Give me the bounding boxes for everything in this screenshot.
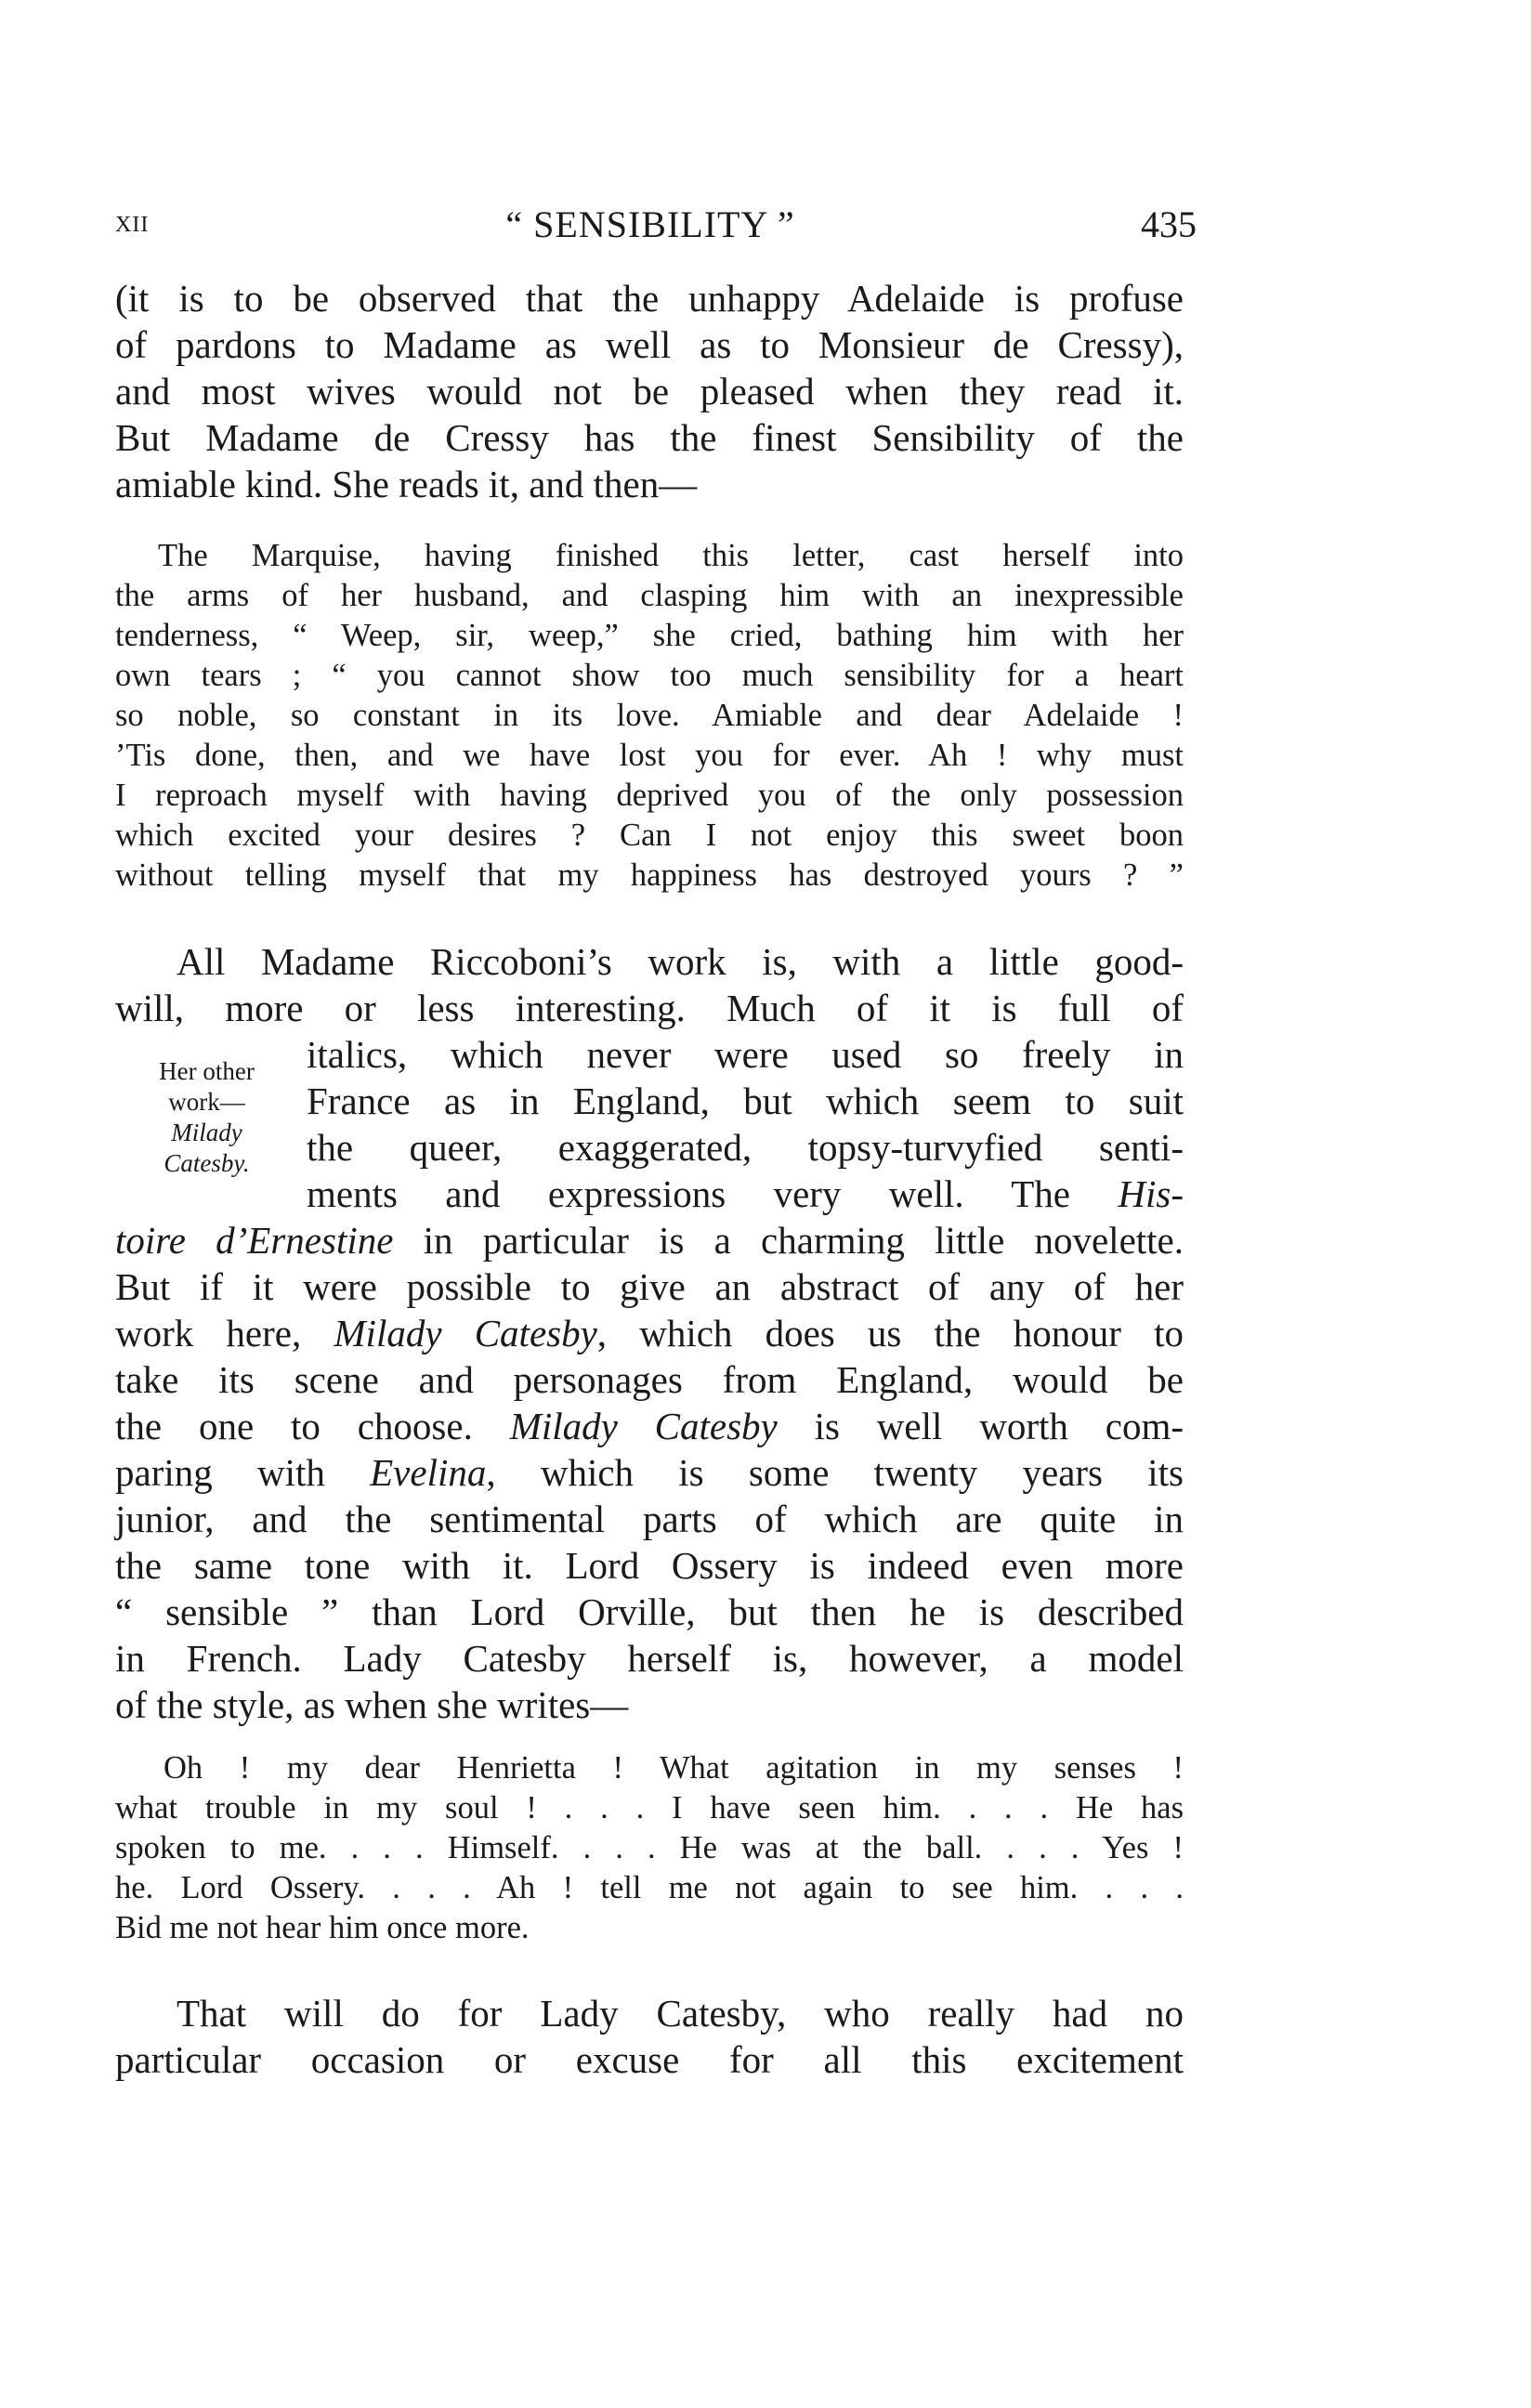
- text-span: he. Lord Ossery. . . . Ah ! tell me not again to see him. . . .: [115, 1870, 1184, 1905]
- text-span: Oh ! my dear Henrietta ! What agitation in my senses !: [164, 1750, 1184, 1786]
- text-line: [115, 1828, 1184, 1868]
- text-line: [115, 414, 1184, 461]
- text-line: [115, 1682, 1184, 1728]
- paragraph: [115, 1990, 1184, 2083]
- text-line: [115, 1635, 1184, 1682]
- text-line: [115, 461, 1184, 507]
- text-span: take its scene and personages from England, would be: [115, 1358, 1184, 1401]
- text-span: Bid me not hear him once more.: [115, 1910, 530, 1945]
- text-span: italics, which never were used so freely in: [307, 1033, 1184, 1076]
- text-span: , which is some twenty years its: [486, 1451, 1184, 1494]
- margin-note: [130, 1056, 283, 1179]
- block-quote: [115, 1748, 1184, 1948]
- text-span: (it is to be observed that the unhappy Adelaide is profuse: [115, 277, 1184, 320]
- text-span: work here,: [115, 1312, 334, 1354]
- text-span: tenderness, “ Weep, sir, weep,” she cried, bathing him with her: [115, 618, 1184, 653]
- text-line: [115, 2036, 1184, 2083]
- text-line: [177, 1990, 1184, 2036]
- margin-note-line: Milady: [171, 1119, 242, 1146]
- text-line: [115, 1449, 1184, 1496]
- text-line: [158, 536, 1184, 576]
- text-line: [115, 856, 1184, 896]
- text-line: [307, 1124, 1184, 1171]
- text-span: particular occasion or excuse for all this excitement: [115, 2038, 1184, 2081]
- italic-text: His-: [1118, 1172, 1184, 1215]
- text-span: in French. Lady Catesby herself is, however, a model: [115, 1637, 1184, 1680]
- text-span: The Marquise, having finished this letter, cast herself into: [158, 538, 1184, 573]
- text-line: [164, 1748, 1184, 1788]
- text-line: [177, 938, 1184, 985]
- text-span: , which does us the honour to: [596, 1312, 1184, 1354]
- text-line: [115, 275, 1184, 321]
- text-span: is well worth com-: [777, 1405, 1184, 1447]
- text-span: the arms of her husband, and clasping him with an inexpressible: [115, 578, 1184, 613]
- text-line: [115, 776, 1184, 816]
- text-span: the queer, exaggerated, topsy-turvyfied senti-: [307, 1126, 1184, 1169]
- text-line: [115, 1403, 1184, 1449]
- text-span: the one to choose.: [115, 1405, 510, 1447]
- text-span: and most wives would not be pleased when they read it.: [115, 370, 1184, 412]
- text-span: That will do for Lady Catesby, who really had no: [177, 1992, 1184, 2035]
- text-span: ’Tis done, then, and we have lost you for ever. Ah ! why must: [115, 738, 1184, 773]
- text-span: ments and expressions very well. The: [307, 1172, 1119, 1215]
- text-line: [115, 1788, 1184, 1828]
- text-line: [115, 321, 1184, 368]
- text-line: [115, 1868, 1184, 1908]
- text-line: [115, 656, 1184, 696]
- text-span: in particular is a charming little novelette.: [393, 1219, 1184, 1262]
- text-line: [115, 816, 1184, 856]
- chapter-number: XII: [115, 213, 150, 237]
- italic-text: Milady Catesby: [509, 1405, 778, 1447]
- text-span: the same tone with it. Lord Ossery is indeed even more: [115, 1544, 1184, 1587]
- text-line: [307, 1171, 1184, 1217]
- running-title: “ SENSIBILITY ”: [505, 203, 795, 245]
- text-span: paring with: [115, 1451, 371, 1494]
- text-span: of pardons to Madame as well as to Monsieur de Cressy),: [115, 323, 1184, 366]
- text-span: so noble, so constant in its love. Amiable and dear Adelaide !: [115, 698, 1184, 733]
- text-span: will, more or less interesting. Much of it is full of: [115, 987, 1184, 1029]
- text-span: what trouble in my soul ! . . . I have seen him. . . . He has: [115, 1790, 1184, 1826]
- text-span: I reproach myself with having deprived you of the only possession: [115, 778, 1184, 813]
- margin-note-line: Her other: [159, 1057, 255, 1085]
- text-span: France as in England, but which seem to suit: [307, 1080, 1184, 1122]
- text-line: [115, 985, 1184, 1031]
- text-span: of the style, as when she writes—: [115, 1683, 629, 1726]
- text-line: [115, 1310, 1184, 1356]
- text-line: [115, 1496, 1184, 1542]
- text-line: [115, 616, 1184, 656]
- text-line: [115, 368, 1184, 414]
- text-span: But Madame de Cressy has the finest Sensibility of the: [115, 416, 1184, 459]
- italic-text: Evelina: [370, 1451, 487, 1494]
- text-line: [307, 1031, 1184, 1078]
- text-span: without telling myself that my happiness has destroyed yours ? ”: [115, 857, 1184, 893]
- text-span: own tears ; “ you cannot show too much sensibility for a heart: [115, 658, 1184, 693]
- text-line: [115, 1263, 1184, 1310]
- text-line: [115, 736, 1184, 776]
- text-line: [115, 1542, 1184, 1589]
- block-quote: [115, 536, 1184, 896]
- text-line: [115, 576, 1184, 616]
- text-line: [115, 696, 1184, 736]
- italic-text: toire d’Ernestine: [115, 1219, 394, 1262]
- margin-note-line: work—: [168, 1088, 245, 1116]
- text-line: [115, 1217, 1184, 1263]
- text-span: junior, and the sentimental parts of which are quite in: [115, 1498, 1184, 1540]
- text-line: [307, 1078, 1184, 1124]
- text-span: All Madame Riccoboni’s work is, with a little good-: [177, 940, 1184, 983]
- margin-note-line: Catesby.: [164, 1149, 250, 1177]
- text-span: But if it were possible to give an abstract of any of her: [115, 1265, 1184, 1308]
- italic-text: Milady Catesby: [334, 1312, 597, 1354]
- text-span: spoken to me. . . . Himself. . . . He was at the ball. . . . Yes !: [115, 1830, 1184, 1865]
- text-span: amiable kind. She reads it, and then—: [115, 463, 698, 505]
- text-line: [115, 1589, 1184, 1635]
- paragraph: [115, 275, 1184, 507]
- text-span: “ sensible ” than Lord Orville, but then he is described: [115, 1590, 1184, 1633]
- text-span: which excited your desires ? Can I not enjoy this sweet boon: [115, 818, 1184, 853]
- page-number: 435: [1141, 203, 1197, 245]
- text-line: [115, 1908, 1184, 1948]
- text-line: [115, 1356, 1184, 1403]
